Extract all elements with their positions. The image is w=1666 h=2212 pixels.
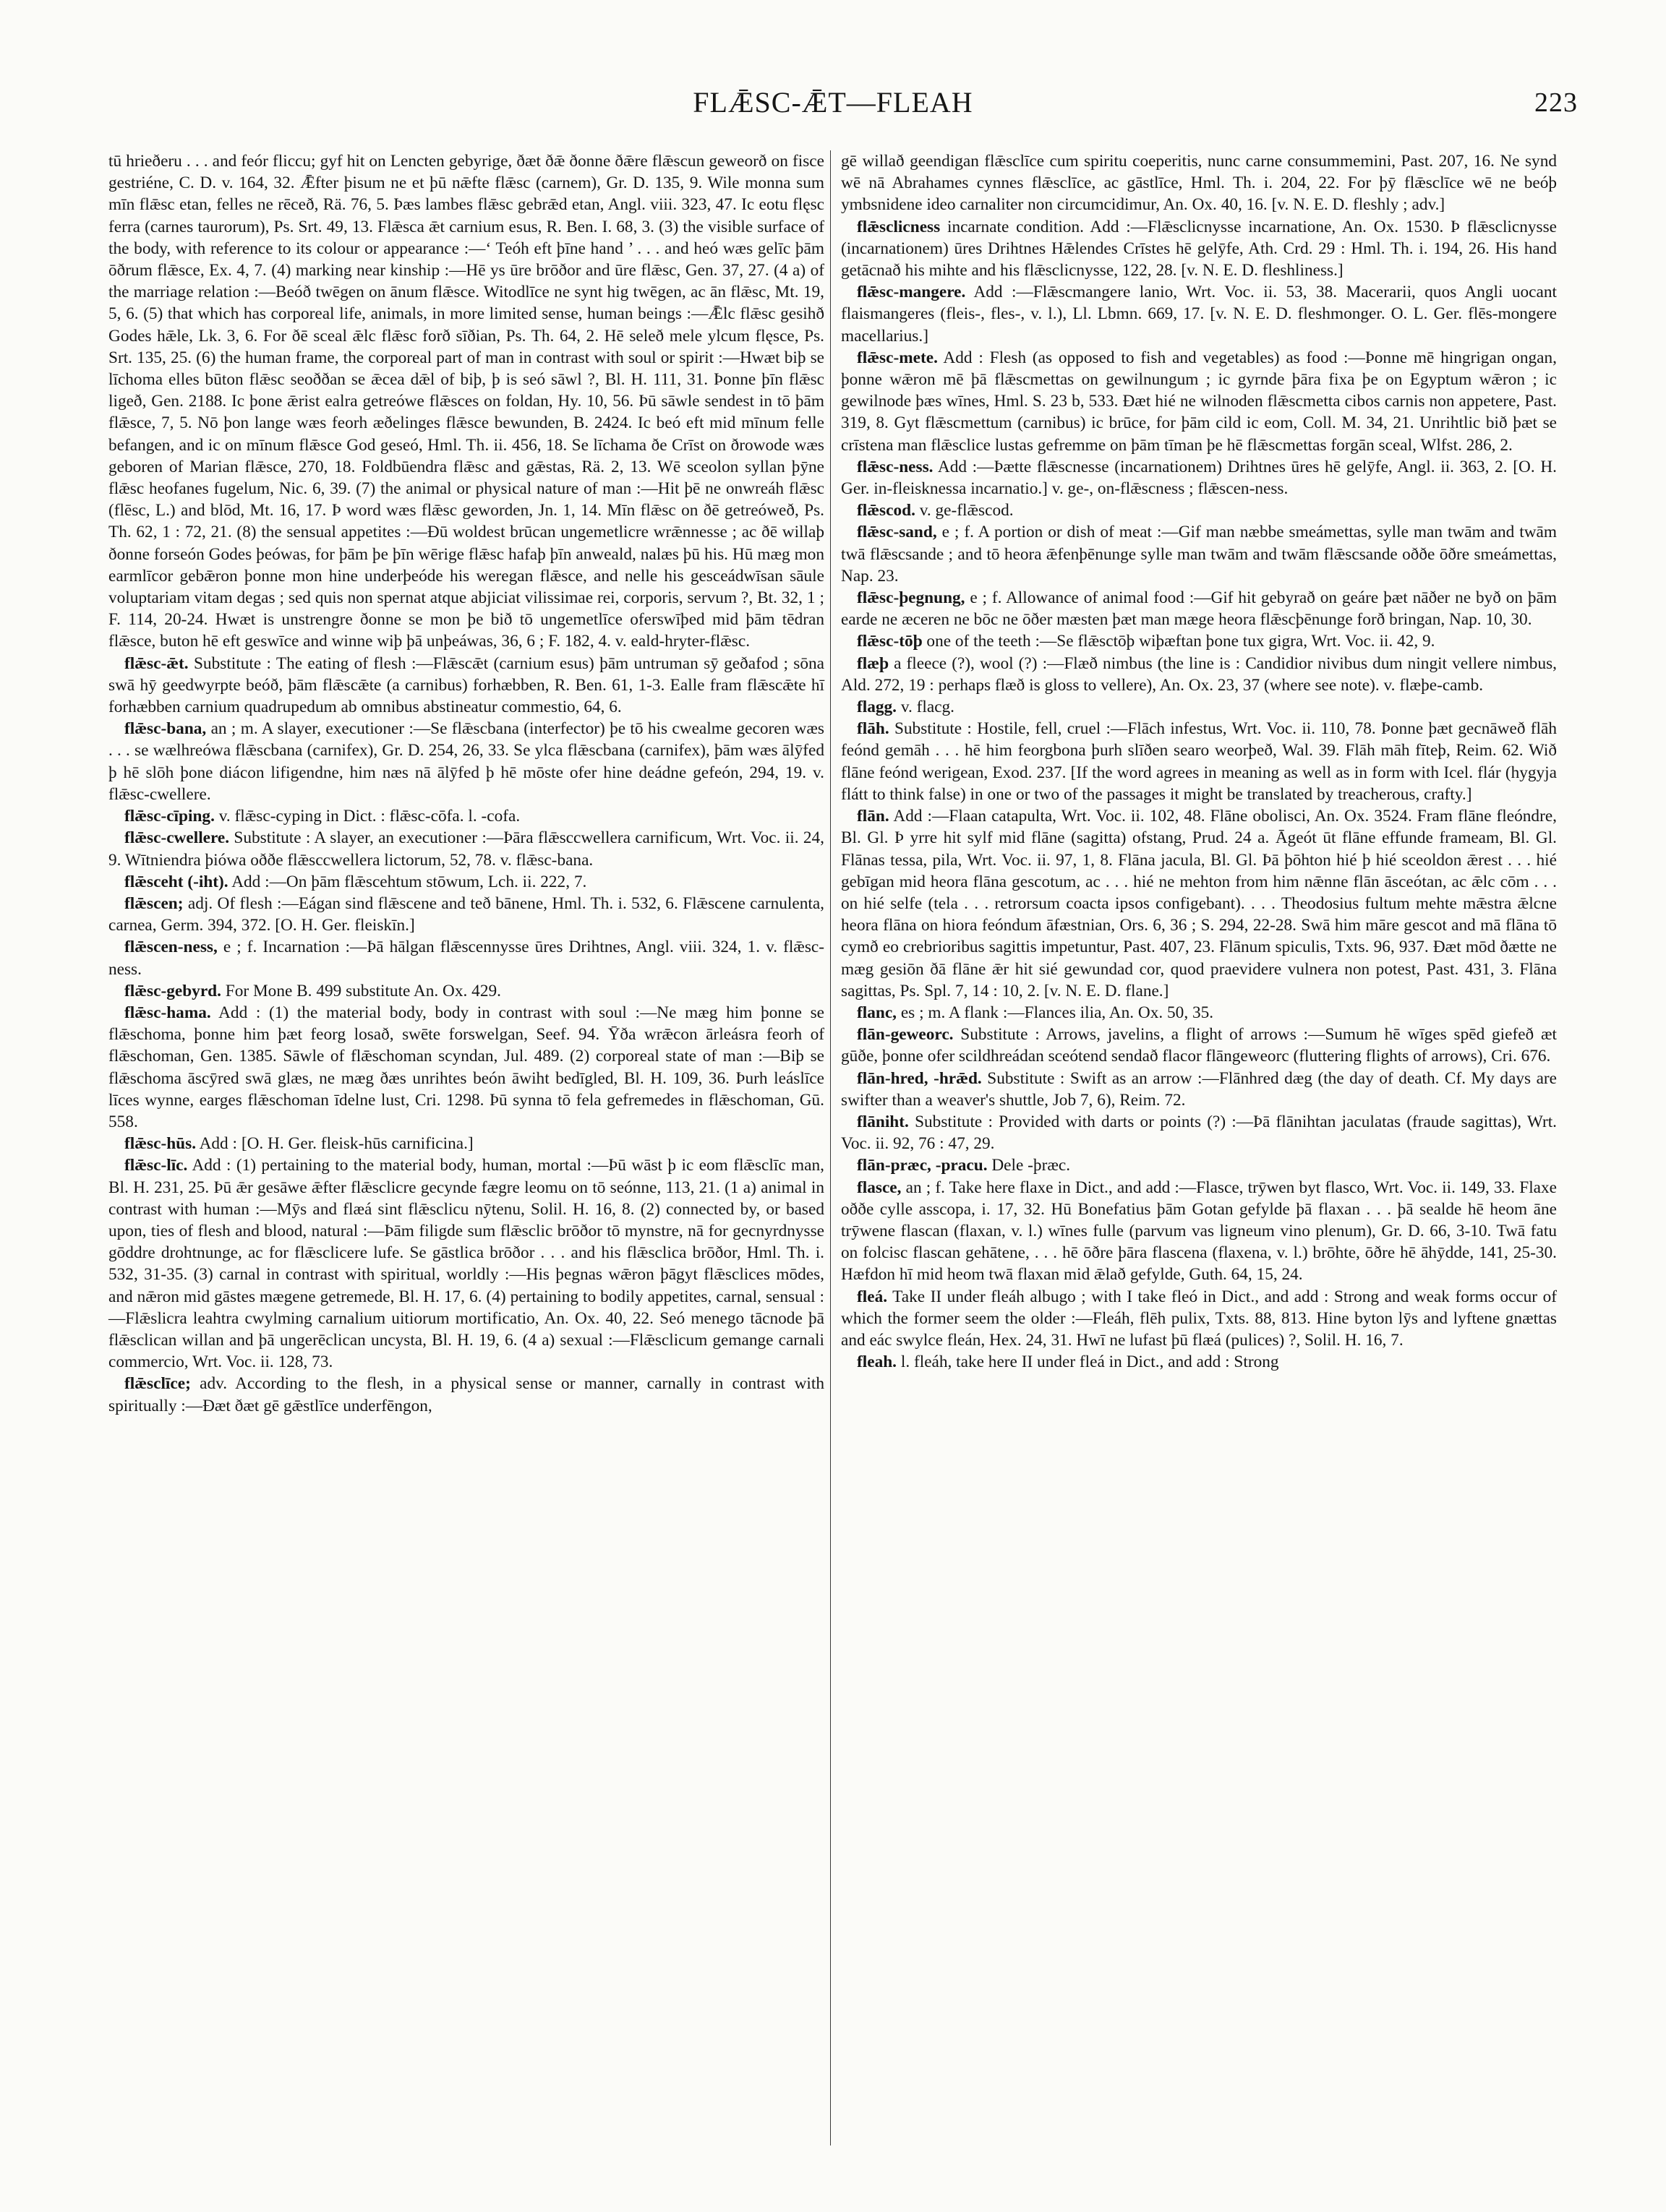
dictionary-entry: [841, 587, 1557, 630]
entry-text: Substitute : The eating of flesh :—Flǣscǣt (carnium esus) þām untruman sȳ geðafod ; sōna swā hȳ geedwyrpte beóð, þām flǣscǣte (a carnibus) forhæbben, R. Ben. 61, 1-3. Ealle fram flǣscǣte hī forhæbben carnium quadrupedum ab omnibus abstineatur commestio, 64, 6.: [108, 653, 824, 717]
entry-headword: flǣsc-tōþ: [857, 632, 923, 651]
entry-continuation: [108, 150, 824, 653]
entry-text: tū hrieðeru . . . and feór fliccu; gyf hit on Lencten gebyrige, ðæt ðǣ ðonne ðǣre flǣscun geweorð on fisce gestriéne, C. D. v. 164, 32. Ǣfter þisum ne et þū nǣfte flǣsc (carnem), Gr. D. 135, 9. Wile monna sum mīn flǣsc etan, felles ne rēceð, Rä. 76, 5. Þæs lambes flǣsc gebrǣd etan, Angl. viii. 323, 47. Ic eotu flęsc ferra (carnes taurorum), Ps. Srt. 49, 13. Flǣsca ǣt carnium esus, R. Ben. I. 68, 3. (3) the visible surface of the body, with reference to its colour or appearance :—‘ Teóh eft þīne hand ’ . . . and heó wæs gelīc þām ōðrum flǣsce, Ex. 4, 7. (4) marking near kinship :—Hē ys ūre brōðor and ūre flǣsc, Gen. 37, 27. (4 a) of the marriage relation :—Beóð twēgen on ānum flǣsce. Witodlīce ne synt hig twēgen, ac ān flǣsc, Mt. 19, 5, 6. (5) that which has corporeal life, animals, in more limited sense, human beings :—Ǣlc flǣsc gesihð Godes hǣle, Lk. 3, 6. For ðē sceal ǣlc flǣsc forð sīðian, Ps. Th. 64, 2. Hē seleð mele ylcum flęsce, Ps. Srt. 135, 25. (6) the human frame, the corporeal part of man in contrast with soul or spirit :—Hwæt biþ se līchoma elles būton flǣsc seoððan se ǣcea dǣl of biþ, þ is seó sāwl ?, Bl. H. 111, 31. Þonne þīn flǣsc ligeð, Gen. 2188. Ic þone ǣrist ealra getreówe flǣsces on foldan, Hy. 10, 56. Þū sāwle sendest in tō þām flǣsce, 7, 5. Nō þon lange wæs feorh æðelinges flǣsce bewunden, B. 2424. Ic beó eft mid mīnum felle befangen, and ic on mīnum flǣsce God geseó, Hml. Th. ii. 456, 18. Se līchama ðe Crīst on ðrowode wæs geboren of Marian flǣsce, 270, 18. Foldbūendra flǣsc and gǣstas, Rä. 2, 13. Wē sceolon syllan þȳne flǣsc heofanes fugelum, Nic. 6, 39. (7) the animal or physical nature of man :—Hit þē ne onwreáh flǣsc (flēsc, L.) and blōd, Mt. 16, 17. Þ word wæs flǣsc geworden, Jn. 1, 14. Mīn flǣsc on ðē getreóweð, Ps. Th. 62, 1 : 72, 21. (8) the sensual appetites :—Ðū woldest brūcan ungemetlicre wrǣnnesse ; ac ðē willaþ ðonne forseón Godes þeówas, for þām þe þīn wērige flǣsc hafaþ þīn anweald, nalæs þū his. Hū mæg mon earmlīcor gebǣron þonne mon hine underþeóde his weregan flǣsce, and nelle his gesceádwīsan sāule voluptariam vitam degas ; sed quis non spernat atque abjiciat vilissimae rei, corporis, servum ?, Bt. 32, 1 ; F. 114, 20-24. Hwæt is unstrengre ðonne se mon þe bið tō ungemetlīce oferswīþed mid þām tēdran flǣsce, buton hē eft geswīce and winne wiþ þā unþeáwas, 36, 6 ; F. 182, 4. v. eald-hryter-flǣsc.: [108, 152, 824, 651]
entry-headword: flǣsc-mete.: [857, 348, 938, 367]
dictionary-entry: [108, 936, 824, 979]
dictionary-entry: [841, 718, 1557, 805]
dictionary-entry: [108, 1002, 824, 1133]
dictionary-entry: [108, 1154, 824, 1373]
entry-headword: flān-præc, -pracu.: [857, 1156, 988, 1175]
entry-text: v. ge-flǣscod.: [919, 501, 1014, 520]
dictionary-entry: [841, 653, 1557, 696]
dictionary-entry: [841, 500, 1557, 521]
dictionary-entry: [108, 718, 824, 805]
dictionary-entry: [108, 1133, 824, 1154]
entry-continuation: [841, 150, 1557, 216]
dictionary-entry: [841, 216, 1557, 282]
entry-text: e ; f. Allowance of animal food :—Gif hit gebyrað on geáre þæt nāðer ne byð on þām earde ne æceren ne bōc ne ōðer mæsten þæt man mæge heora flǣscþēnunge forð bringan, Nap. 10, 30.: [841, 588, 1557, 630]
left-column: [108, 150, 824, 1417]
entry-headword: flǣsc-cwellere.: [124, 828, 230, 848]
dictionary-entry: [841, 1154, 1557, 1176]
entry-headword: flǣsceht (-iht).: [124, 872, 228, 891]
entry-headword: flān-geweorc.: [857, 1025, 954, 1045]
entry-text: es ; m. A flank :—Flances ilia, An. Ox. 50, 35.: [900, 1003, 1214, 1022]
entry-text: v. flǣsc-cyping in Dict. : flǣsc-cōfa. l. -cofa.: [218, 807, 521, 826]
dictionary-entry: [841, 696, 1557, 718]
entry-headword: flanc,: [857, 1003, 897, 1022]
entry-headword: flǣscod.: [857, 501, 915, 520]
entry-headword: flǣsc-gebyrd.: [124, 981, 221, 1000]
entry-text: Take II under fleáh albugo ; with I take fleó in Dict., and add : Strong and weak forms occur of which the former seem the older :—Fleáh, flēh pulix, Txts. 88, 813. Hine byton lȳs and lyftene gnættas and eác swylce fleán, Hex. 24, 31. Hwī ne lufast þū flæá (pulices) ?, Solil. H. 16, 7.: [841, 1287, 1558, 1350]
entry-text: an ; m. A slayer, executioner :—Se flǣscbana (interfector) þe tō his cwealme gecoren wæs . . . se wælhreówa flǣscbana (carnifex), Gr. D. 254, 26, 33. Se ylca flǣscbana (carnifex), þām wæs ālȳfed þ hē slōh þone diácon lifigendne, him næs nā ālȳfed þ hē mōste ofer hine deádne gefeón, 294, 19. v. flǣsc-cwellere.: [108, 719, 824, 804]
entry-headword: flān.: [857, 807, 889, 826]
entry-text: For Mone B. 499 substitute An. Ox. 429.: [225, 981, 501, 1000]
entry-text: Add :—Þætte flǣscnesse (incarnationem) Drihtnes ūres hē gelȳfe, Angl. ii. 363, 2. [O. H. Ger. in-fleisknessa incarnatio.] v. ge-, on-flǣscness ; flǣscen-ness.: [841, 457, 1557, 499]
right-column: [841, 150, 1557, 1373]
entry-headword: flāh.: [857, 719, 889, 739]
entry-headword: fleah.: [857, 1353, 897, 1372]
dictionary-entry: [841, 281, 1557, 347]
dictionary-entry: [108, 893, 824, 936]
entry-text: Substitute : A slayer, an executioner :—Þāra flǣsccwellera carnificum, Wrt. Voc. ii. 24, 9. Wītniendra þiówa oððe flǣsccwellera lictorum, 52, 78. v. flǣsc-bana.: [108, 828, 824, 870]
entry-headword: flān-hred, -hrǣd.: [857, 1068, 982, 1088]
entry-headword: fleá.: [857, 1287, 888, 1306]
dictionary-entry: [108, 871, 824, 893]
entry-headword: flǣsc-sand,: [857, 523, 937, 542]
entry-text: adv. According to the flesh, in a physical sense or manner, carnally in contrast with spiritually :—Ðæt ðæt gē gǣstlīce underfēngon,: [108, 1374, 824, 1415]
dictionary-entry: [841, 1111, 1557, 1154]
entry-headword: flasce,: [857, 1178, 902, 1197]
dictionary-entry: [108, 653, 824, 719]
running-head: [0, 85, 1666, 121]
entry-headword: flāniht.: [857, 1112, 909, 1131]
entry-text: Add :—On þām flǣscehtum stōwum, Lch. ii. 222, 7.: [231, 872, 587, 891]
entry-text: an ; f. Take here flaxe in Dict., and add :—Flasce, trȳwen byt flasco, Wrt. Voc. ii. 149, 33. Flaxe oððe cylle asscopa, i. 17, 32. Hū Bonefatius þām Gotan gefylde þā flaxan . . . þā sealde hē heom āne trȳwene flascan (flaxan, v. l.) wīnes fulle (parvum vas ligneum vino plenum), Gr. D. 66, 3-10. Twā fatu on folcisc flascan gehātene, . . . hē ōðre þāra flascena (flaxena, v. l.) brōhte, ōðre hē āhȳdde, 141, 25-30. Hæfdon hī mid heom twā flaxan mid ǣlað gefylde, Guth. 64, 15, 24.: [841, 1178, 1558, 1285]
entry-headword: flǣscen-ness,: [124, 938, 218, 957]
entry-headword: flǣsclīce;: [124, 1374, 191, 1394]
entry-headword: flǣsclicness: [857, 217, 941, 236]
dictionary-entry: [841, 1002, 1557, 1024]
entry-text: Add : (1) the material body, body in contrast with soul :—Ne mæg him þonne se flǣschoma, þonne him þæt feorg losað, swēte forswelgan, Seef. 94. Ȳða wrǣcon ārleásra feorh of flǣschoman, Gen. 1385. Sāwle of flǣschoman scyndan, Jul. 489. (2) corporeal state of man :—Biþ se flǣschoma āscȳred swā glæs, ne mæg ðæs unrihtes beón āwiht bedīgled, Bl. H. 109, 36. Þurh leáslīce līces wynne, earges flǣschoman īdelne lust, Cri. 1298. Þū synna tō fela gefremedes in flǣschoman, Gū. 558.: [108, 1003, 824, 1131]
entry-text: Add : (1) pertaining to the material body, human, mortal :—Þū wāst þ ic eom flǣsclīc man, Bl. H. 231, 25. Þū ǣr gesāwe ǣfter flǣsclicre gecynde fægre leomu on tō seónne, 113, 21. (1 a) animal in contrast with human :—Mȳs and flæá sint flǣsclicu nȳtenu, Solil. H. 16, 8. (2) connected by, or based upon, ties of flesh and blood, natural :—Þām filigde sum flǣsclic brōðor tō mynstre, nā for gecnyrdnysse gōddre drohtnunge, ac for flǣsclicere lufe. Se gāstlica brōðor . . . and his flǣsclica brōðor, Hml. Th. i. 532, 31-35. (3) carnal in contrast with spiritual, worldly :—His þegnas wǣron þāgyt flǣsclices mōdes, and nǣron mid gāstes mægene getremede, Bl. H. 17, 6. (4) pertaining to bodily appetites, carnal, sensual :—Flǣslicra leahtra cwylming carnalium uitiorum mortificatio, An. Ox. 40, 22. Seó menego tācnode þā flǣsclican willan and þā ungerēclican uncysta, Bl. H. 19, 6. (4 a) sexual :—Flǣsclicum gemange carnali commercio, Wrt. Voc. ii. 128, 73.: [108, 1156, 824, 1372]
entry-text: Substitute : Swift as an arrow :—Flānhred dæg (the day of death. Cf. My days are swifter than a weaver's shuttle, Job 7, 6), Reim. 72.: [841, 1068, 1558, 1110]
dictionary-entry: [841, 1177, 1557, 1286]
entry-text: Substitute : Provided with darts or points (?) :—Þā flānihtan jaculatas (fraude sagittas), Wrt. Voc. ii. 92, 76 : 47, 29.: [841, 1112, 1558, 1154]
dictionary-entry: [108, 980, 824, 1002]
dictionary-entry: [108, 1373, 824, 1416]
entry-text: incarnate condition. Add :—Flǣsclicnysse incarnatione, An. Ox. 1530. Þ flǣsclicnysse (incarnationem) ūres Drihtnes Hǣlendes Crīstes hē gelȳfe, Ath. Crd. 29 : Hml. Th. i. 194, 26. His hand getācnað his mihte and his flǣsclicnysse, 122, 28. [v. N. E. D. fleshliness.]: [841, 217, 1557, 280]
entry-text: Substitute : Hostile, fell, cruel :—Flāch infestus, Wrt. Voc. ii. 110, 78. Þonne þæt gecnāweð flāh feónd gemāh . . . hē him feorgbona þurh slīðen searo weorþeð, Wal. 39. Flāh māh fīteþ, Reim. 62. Wið flāne feónd werigean, Exod. 237. [If the word agrees in meaning as well as in form with Icel. flár (hygyja flátt to think false) in one or two of the passages it might be translated by treacherous, crafty.]: [841, 719, 1558, 804]
page-title: FLǢSC-ǢT—FLEAH: [693, 86, 973, 119]
entry-text: gē willað geendigan flǣsclīce cum spiritu coeperitis, nunc carne consummemini, Past. 207, 16. Ne synd wē nā Abrahames cynnes flǣsclīce, ac gāstlīce, Hml. Th. i. 204, 22. For þȳ flǣsclīce wē ne beóþ ymbsnidene ideo carnaliter non circumcidimur, An. Ox. 40, 16. [v. N. E. D. fleshly ; adv.]: [841, 152, 1557, 215]
entry-headword: flǣsc-līc.: [124, 1156, 188, 1175]
entry-headword: flǣsc-hama.: [124, 1003, 211, 1022]
entry-headword: flagg.: [857, 698, 897, 717]
entry-headword: flǣsc-cīping.: [124, 807, 215, 826]
dictionary-entry: [841, 521, 1557, 587]
dictionary-entry: [841, 347, 1557, 456]
entry-headword: flǣsc-ness.: [857, 457, 934, 476]
entry-headword: flǣsc-þegnung,: [857, 588, 965, 608]
dictionary-entry: [841, 805, 1557, 1002]
entry-text: Add : Flesh (as opposed to fish and vegetables) as food :—Þonne mē hingrigan ongan, þonne wǣron mē þā flǣscmettas on gewilnungum ; ic gyrnde þāra fixa þe on Egyptum wǣron ; ic gewilnode þæs wīnes, Hml. S. 23 b, 533. Ðæt hié ne wilnoden flǣscmetta cibos carnis non appetere, Past. 319, 8. Gyt flǣscmettum (carnibus) ic brūce, for þām cild ic eom, Coll. M. 34, 21. Unrihtlic bið þæt se crīstena man flǣsclice lustas gefremme on þām tīman þe hē flǣscmettas forgān sceal, Wlfst. 286, 2.: [841, 348, 1557, 455]
page-number: 223: [1534, 87, 1578, 118]
entry-text: Add :—Flaan catapulta, Wrt. Voc. ii. 102, 48. Flāne obolisci, An. Ox. 3524. Fram flāne fleóndre, Bl. Gl. Þ yrre hit sylf mid flāne (sagitta) ofstang, Prud. 24 a. Āgeót ūt flāne effunde frameam, Bl. Gl. Flānas tessa, pila, Wrt. Voc. ii. 97, 1, 8. Flāna jacula, Bl. Gl. Þā þōhton hié þ hié sceoldon ǣrest . . . hié gebīgan mid heora flāna gescotum, ac . . . hié ne mehton from him nǣnne flān āsceótan, ac ǣlc cōm . . . on hié selfe (tela . . . retrorsum coacta ipsos configebant). . . . Theodosius fultum mehte mǣstra ǣlcne heora flāna on hiora feóndum āfæstnian, Ors. 6, 36 ; S. 294, 22-28. Swā him māre gescot and mā flāna tō cymð eo crebrioribus sagittis impetuntur, Past. 407, 23. Flānum spiculis, Txts. 96, 937. Ðæt mōd ðætte ne mæg gesiōn ðā flāne ǣr hit sié gewundad cor, quod praevidere vulnera non potest, Past. 431, 3. Flāna sagittas, Ps. Spl. 7, 14 : 10, 2. [v. N. E. D. flane.]: [841, 807, 1557, 1000]
entry-text: Add :—Flǣscmangere lanio, Wrt. Voc. ii. 53, 38. Macerarii, quos Angli uocant flaismangeres (fleis-, fles-, v. l.), Ll. Lbmn. 669, 17. [v. N. E. D. fleshmonger. O. L. Ger. flēs-mongere macellarius.]: [841, 283, 1557, 346]
entry-text: one of the teeth :—Se flǣsctōþ wiþæftan þone tux gigra, Wrt. Voc. ii. 42, 9.: [926, 632, 1435, 651]
entry-text: Add : [O. H. Ger. fleisk-hūs carnificina.]: [199, 1134, 474, 1154]
entry-text: e ; f. Incarnation :—Þā hālgan flǣscennysse ūres Drihtnes, Angl. viii. 324, 1. v. flǣsc-ness.: [108, 938, 824, 979]
entry-text: e ; f. A portion or dish of meat :—Gif man næbbe smeámettas, sylle man twām and twām twā flǣscsande ; and tō heora ǣfenþēnunge sylle man twām and twām flǣscsande oððe ōðre smeámettas, Nap. 23.: [841, 523, 1557, 586]
entry-text: v. flacg.: [900, 698, 955, 717]
dictionary-entry: [841, 630, 1557, 652]
entry-headword: flǣsc-mangere.: [857, 283, 966, 302]
entry-headword: flǣsc-bana,: [124, 719, 207, 739]
dictionary-entry: [841, 1351, 1557, 1373]
entry-text: Dele -þræc.: [991, 1156, 1071, 1175]
dictionary-entry: [841, 1286, 1557, 1352]
dictionary-entry: [841, 456, 1557, 500]
entry-text: l. fleáh, take here II under fleá in Dict., and add : Strong: [900, 1353, 1279, 1372]
entry-headword: flǣsc-ǣt.: [124, 653, 189, 673]
dictionary-entry: [841, 1068, 1557, 1111]
dictionary-entry: [108, 827, 824, 870]
entry-headword: flǣscen;: [124, 893, 184, 913]
column-rule: [830, 150, 831, 2145]
dictionary-entry: [108, 805, 824, 827]
entry-text: Substitute : Arrows, javelins, a flight of arrows :—Sumum hē wīges spēd giefeð æt gūðe, þonne ofer scildhreádan sceótend sendað flacor flāngeweorc (fluttering flights of arrows), Cri. 676.: [841, 1025, 1558, 1066]
entry-headword: flæþ: [857, 653, 889, 673]
entry-headword: flǣsc-hūs.: [124, 1134, 197, 1154]
dictionary-entry: [841, 1024, 1557, 1067]
entry-text: adj. Of flesh :—Eágan sind flǣscene and teð bānene, Hml. Th. i. 532, 6. Flǣscene carnulenta, carnea, Germ. 394, 372. [O. H. Ger. fleiskīn.]: [108, 893, 824, 935]
entry-text: a fleece (?), wool (?) :—Flæð nimbus (the line is : Candidior nivibus dum ningit vellere nimbus, Ald. 272, 19 : perhaps flæð is gloss to vellere), An. Ox. 23, 37 (where see note). v. flæþe-camb.: [841, 653, 1557, 695]
